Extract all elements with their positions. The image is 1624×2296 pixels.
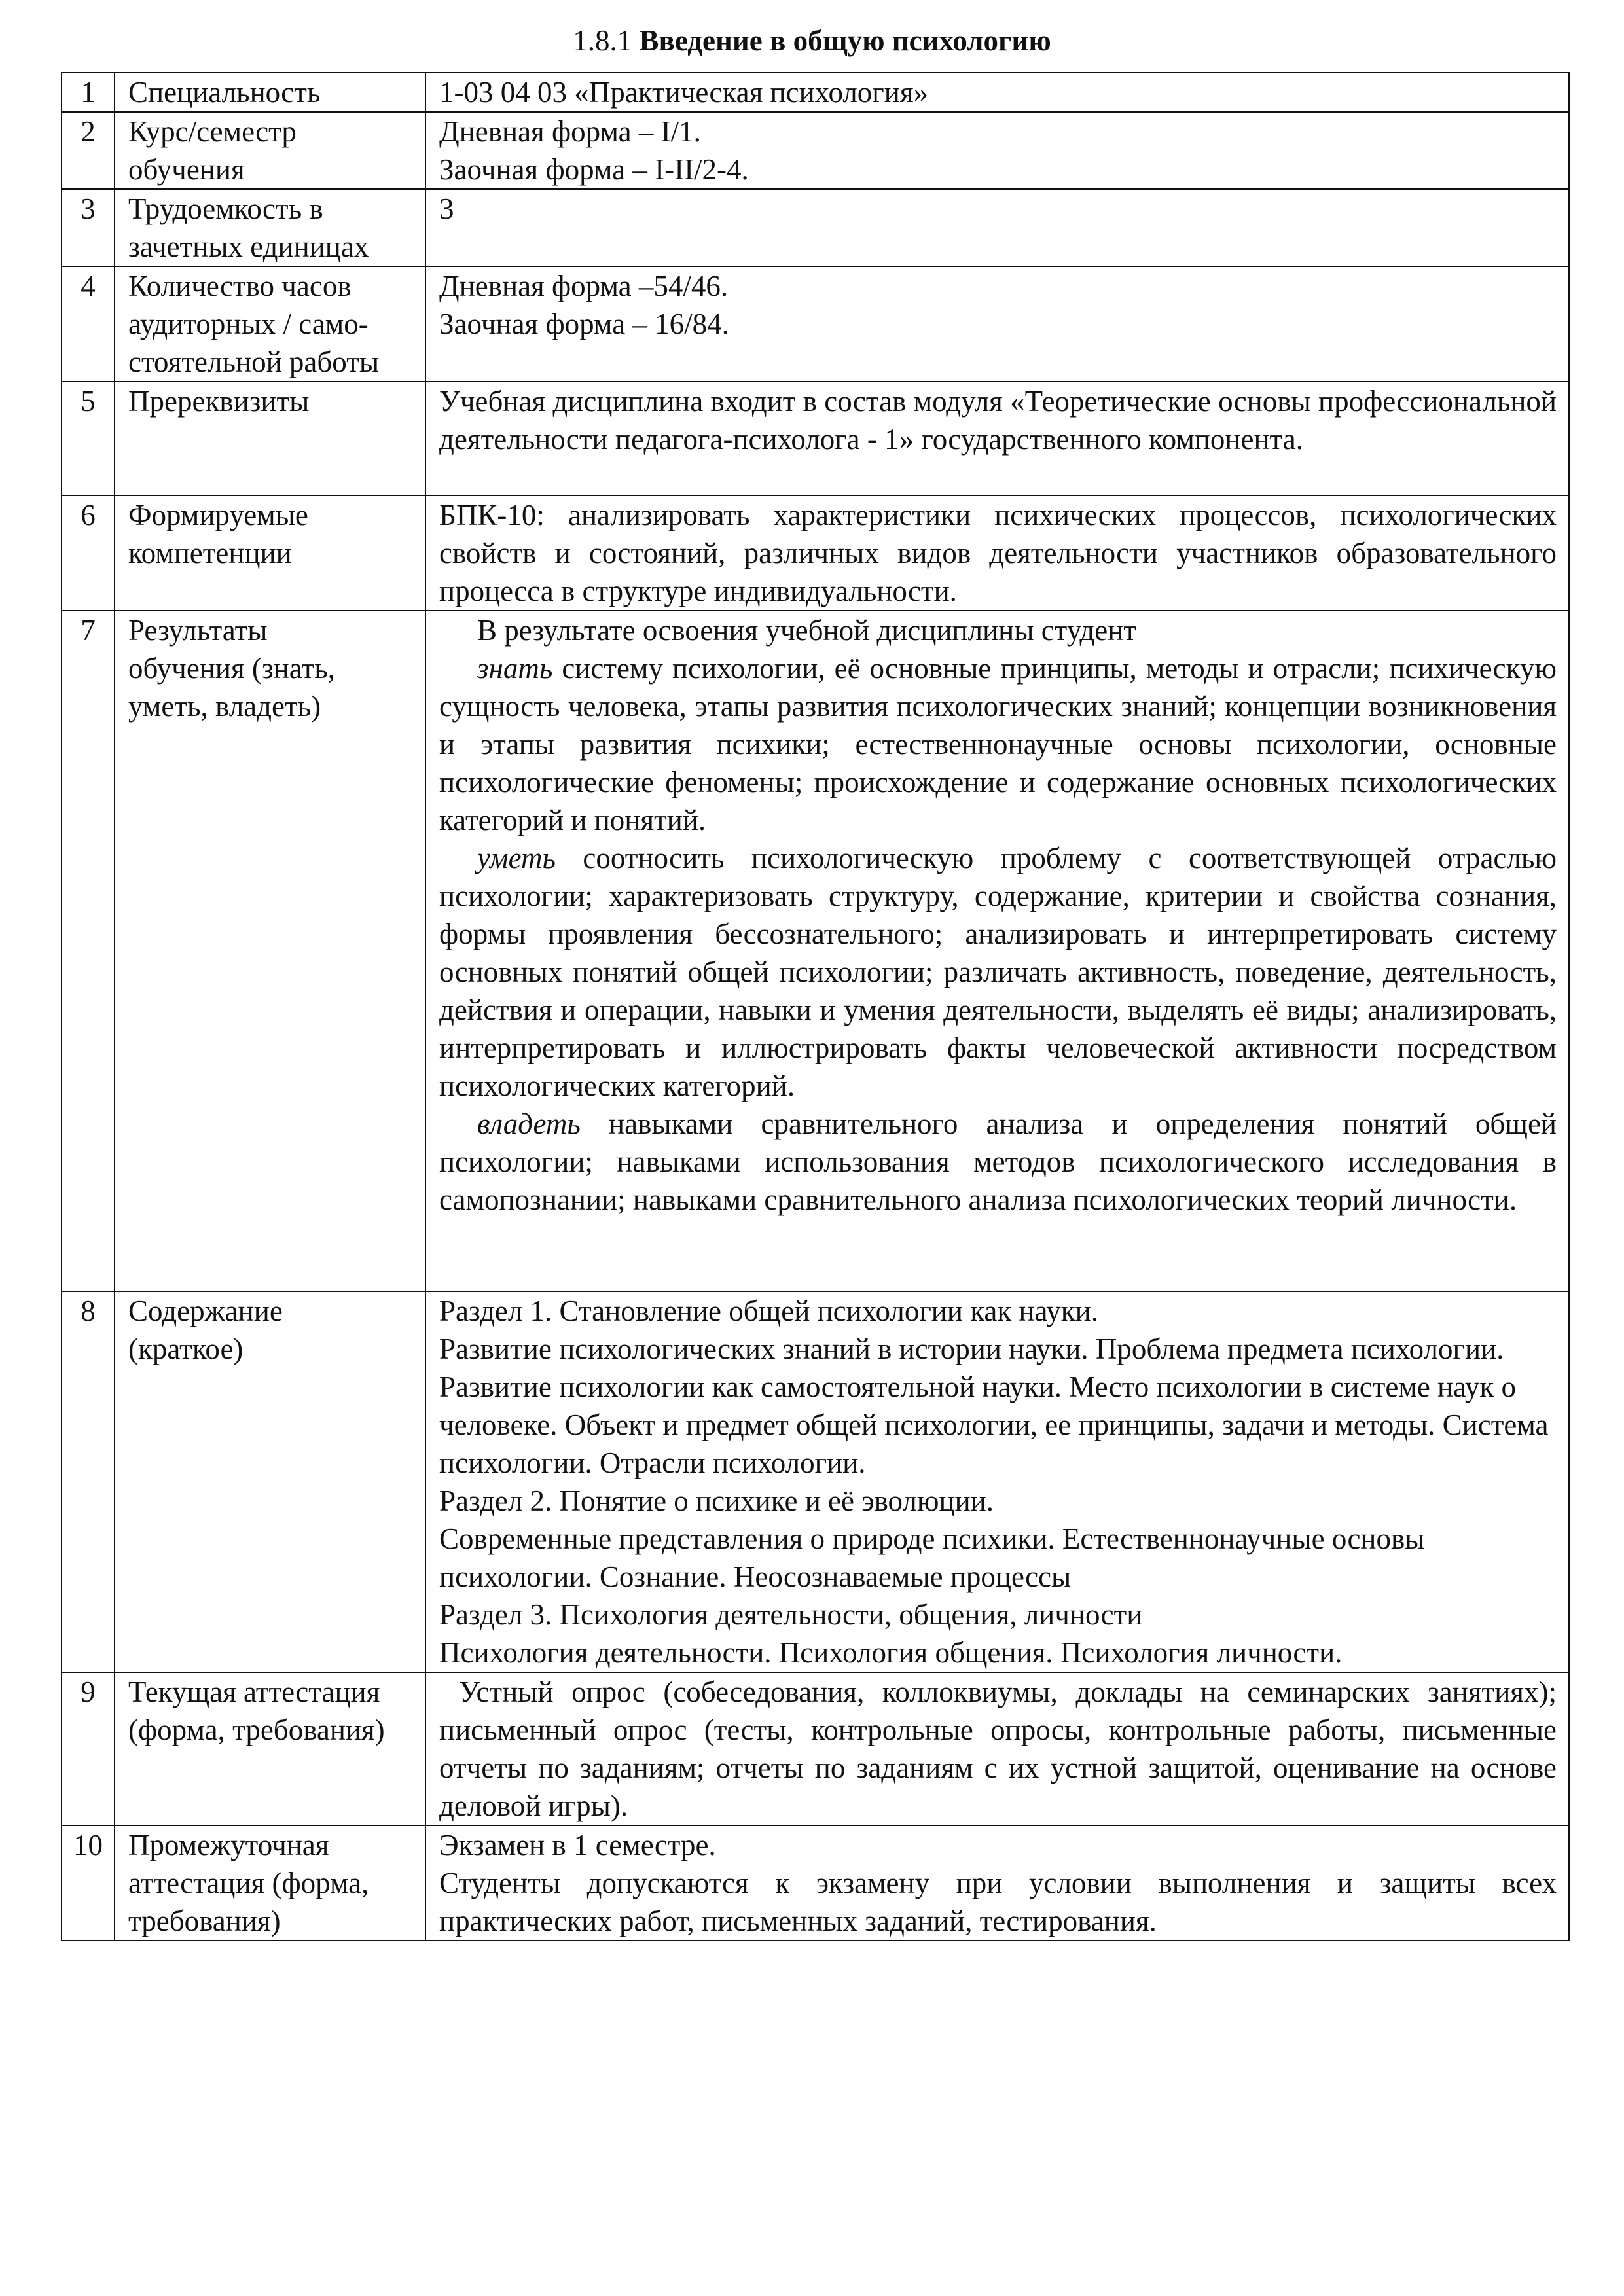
- row-number: 3: [62, 189, 115, 266]
- results-know: [439, 649, 1557, 839]
- row-content: [425, 1291, 1569, 1672]
- content-line: Дневная форма – I/1.: [439, 115, 701, 148]
- table-row: [62, 382, 1569, 495]
- content-paragraph: Студенты допускаются к экзамену при условии выполнения и защиты всех практических работ, письменных заданий, тестирования.: [439, 1867, 1557, 1937]
- own-text: навыками сравнительного анализа и определения понятий общей психологии; навыками использования методов психологического исследования в самопознании; навыками сравнительного анализа психологических теорий личности.: [439, 1107, 1557, 1216]
- table-row: [62, 1291, 1569, 1672]
- section-heading: Раздел 1. Становление общей психологии как науки.: [439, 1295, 1098, 1327]
- results-intro: В результате освоения учебной дисциплины студент: [477, 614, 1137, 647]
- row-content: [425, 1825, 1569, 1941]
- row-label: Промежуточная аттестация (форма, требования): [115, 1825, 425, 1941]
- table-row: [62, 189, 1569, 266]
- section-text: Психология деятельности. Психология общения. Психология личности.: [439, 1636, 1343, 1669]
- row-number: 5: [62, 382, 115, 495]
- row-number: 7: [62, 611, 115, 1291]
- table-row: [62, 495, 1569, 611]
- row-number: 4: [62, 266, 115, 382]
- table-row: [62, 73, 1569, 112]
- content-paragraph: Учебная дисциплина входит в состав модуля «Теоретические основы профессиональной деятельности педагога-психолога - 1» государственного компонента.: [439, 385, 1557, 456]
- know-term: знать: [477, 652, 553, 685]
- content-line: Заочная форма – 16/84.: [439, 308, 729, 340]
- row-content: [425, 112, 1569, 189]
- row-number: 10: [62, 1825, 115, 1941]
- row-number: 2: [62, 112, 115, 189]
- section-heading: Раздел 3. Психология деятельности, общения, личности: [439, 1598, 1143, 1631]
- row-number: 8: [62, 1291, 115, 1672]
- content-line: 1-03 04 03 «Практическая психология»: [439, 76, 929, 109]
- can-term: уметь: [477, 842, 556, 874]
- row-label: Формируемые компетенции: [115, 495, 425, 611]
- section-title: Введение в общую психологию: [639, 24, 1051, 57]
- content-line: Дневная форма –54/46.: [439, 270, 729, 302]
- row-content: [425, 495, 1569, 611]
- row-label: Результаты обучения (знать, уметь, владеть): [115, 611, 425, 1291]
- section-number: 1.8.1: [573, 24, 632, 57]
- content-paragraph: БПК-10: анализировать характеристики психических процессов, психологических свойств и состояний, различных видов деятельности участников образовательного процесса в структуре индивидуальности.: [439, 499, 1557, 607]
- content-paragraph: Устный опрос (собеседования, коллоквиумы, доклады на семинарских занятиях); письменный опрос (тесты, контрольные опросы, контрольные работы, письменные отчеты по заданиям; отчеты по заданиям с их устной защитой, оценивание на основе деловой игры).: [439, 1676, 1557, 1822]
- row-label: Содержание (краткое): [115, 1291, 425, 1672]
- can-text: соотносить психологическую проблему с соответствующей отраслью психологии; характеризовать структуру, содержание, критерии и свойства сознания, формы проявления бессознательного; анализировать и интерпретировать систему основных понятий общей психологии; различать активность, поведение, деятельность, действия и операции, навыки и умения деятельности, выделять её виды; анализировать, интерпретировать и иллюстрировать факты человеческой активности посредством психологических категорий.: [439, 842, 1557, 1102]
- course-info-table: [61, 72, 1570, 1941]
- row-number: 1: [62, 73, 115, 112]
- row-label: Курс/семестр обучения: [115, 112, 425, 189]
- row-content: [425, 73, 1569, 112]
- table-row: [62, 266, 1569, 382]
- row-label: Специальность: [115, 73, 425, 112]
- table-row: [62, 112, 1569, 189]
- row-label: Количество часов аудиторных / само-стоятельной работы: [115, 266, 425, 382]
- results-can: [439, 839, 1557, 1105]
- page-title: [0, 20, 1624, 62]
- results-own: [439, 1105, 1557, 1219]
- table-row: [62, 611, 1569, 1291]
- content-line: Экзамен в 1 семестре.: [439, 1829, 716, 1861]
- content-line: Заочная форма – I-II/2-4.: [439, 153, 749, 186]
- own-term: владеть: [477, 1107, 581, 1140]
- section-heading: Раздел 2. Понятие о психике и её эволюции.: [439, 1484, 994, 1517]
- row-content: [425, 611, 1569, 1291]
- row-number: 9: [62, 1672, 115, 1825]
- row-content: [425, 266, 1569, 382]
- row-content: [425, 1672, 1569, 1825]
- content-line: 3: [439, 192, 454, 225]
- row-label: Текущая аттестация (форма, требования): [115, 1672, 425, 1825]
- section-text: Развитие психологических знаний в истории науки. Проблема предмета психологии. Развитие психологии как самостоятельной науки. Место психологии в системе наук о человеке. Объект и предмет общей психологии, ее принципы, задачи и методы. Система психологии. Отрасли психологии.: [439, 1333, 1549, 1479]
- table-row: [62, 1672, 1569, 1825]
- row-content: [425, 382, 1569, 495]
- know-text: систему психологии, её основные принципы, методы и отрасли; психическую сущность человека, этапы развития психологических знаний; концепции возникновения и этапы развития психики; естественнонаучные основы психологии, основные психологические феномены; происхождение и содержание основных психологических категорий и понятий.: [439, 652, 1557, 836]
- table-row: [62, 1825, 1569, 1941]
- row-label: Пререквизиты: [115, 382, 425, 495]
- section-text: Современные представления о природе психики. Естественнонаучные основы психологии. Сознание. Неосознаваемые процессы: [439, 1522, 1425, 1593]
- row-number: 6: [62, 495, 115, 611]
- row-content: [425, 189, 1569, 266]
- row-label: Трудоемкость в зачетных единицах: [115, 189, 425, 266]
